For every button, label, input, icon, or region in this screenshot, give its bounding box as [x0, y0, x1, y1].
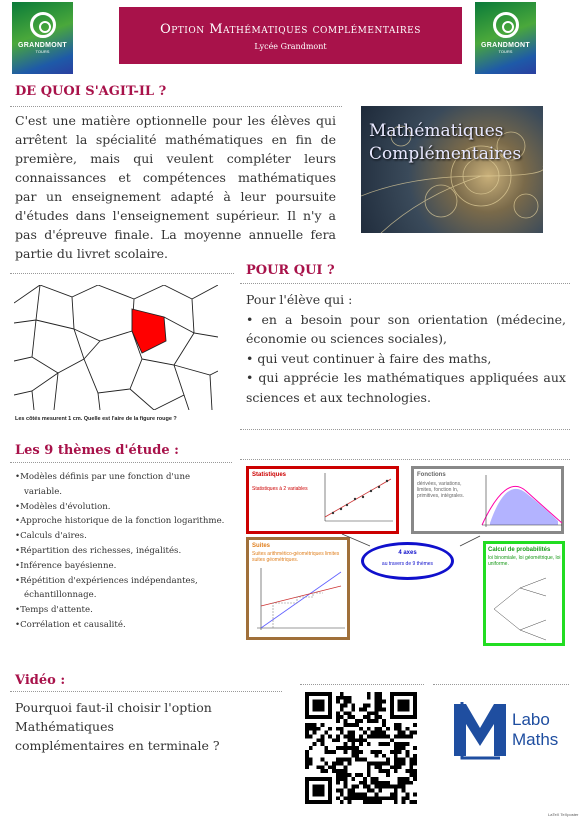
card-statistiques-sub: Statistiques à 2 variables: [252, 486, 308, 492]
logo-sub: TOURS: [35, 49, 50, 54]
card-probabilites-title: Calcul de probabilités: [488, 547, 551, 553]
logo-mark-icon: [493, 12, 519, 38]
cobweb-plot-icon: [253, 566, 347, 636]
section-heading-who: POUR QUI ?: [246, 263, 335, 278]
theme-item: •Approche historique de la fonction logarithme.: [15, 516, 225, 527]
center-line2: au travers de 9 thèmes: [381, 561, 434, 567]
divider: [240, 459, 570, 460]
divider: [240, 283, 570, 284]
divider: [300, 684, 424, 685]
logo-text: GRANDMONT: [481, 42, 530, 49]
intro-paragraph: C'est une matière optionnelle pour les élèves qui arrêtent la spécialité mathématiques en fin de première, mais qui veulent compléter leurs connaissances et compétences mathématiques par un enseignement adapté à leur poursuite d'études dans l'enseignement supérieur. Il n'y a pas d'épreuve finale. La moyenne annuelle fera partie du livret scolaire.: [15, 113, 336, 261]
theme-item: •Calculs d'aires.: [15, 531, 87, 542]
divider: [10, 106, 342, 107]
title-banner: [119, 7, 462, 64]
labo-line2: Maths: [512, 730, 559, 749]
fractal-image: [361, 106, 543, 233]
labo-maths-logo: [452, 700, 559, 760]
video-text: Pourquoi faut-il choisir l'option Mathématiques complémentaires en terminale ?: [15, 700, 220, 753]
labo-maths-m-icon: [452, 700, 508, 760]
card-suites-title: Suites: [252, 543, 271, 549]
pentagon-tiling: [14, 285, 218, 410]
divider: [10, 691, 282, 692]
footer-credit: LaTeX TeXposter: [548, 812, 579, 817]
page-subtitle: Lycée Grandmont: [254, 42, 327, 51]
audience-item: • en a besoin pour son orientation (médecine, économie ou sciences sociales),: [246, 311, 566, 346]
card-fonctions-title: Fonctions: [417, 472, 446, 478]
theme-item: •Temps d'attente.: [15, 605, 93, 616]
section-heading-what: DE QUOI S'AGIT-IL ?: [15, 84, 167, 99]
card-suites: [246, 537, 350, 640]
divider: [433, 684, 569, 685]
page-title: Option Mathématiques complémentaires: [160, 22, 421, 37]
grandmont-logo-right: [475, 2, 536, 74]
divider: [10, 462, 232, 463]
theme-item: •Corrélation et causalité.: [15, 619, 126, 630]
section-heading-themes: Les 9 thèmes d'étude :: [15, 443, 179, 458]
logo-sub: TOURS: [498, 49, 513, 54]
card-probabilites: [483, 541, 565, 646]
card-probabilites-sub: loi binomiale, loi géométrique, loi uniforme.: [488, 555, 561, 567]
grandmont-logo-left: [12, 2, 73, 74]
image-title-line1: Mathématiques: [369, 121, 504, 141]
theme-item: •Modèles définis par une fonction d'une variable.: [15, 472, 191, 497]
theme-item: •Inférence bayésienne.: [15, 560, 117, 571]
card-fonctions-sub: dérivées, variations, limites, fonction ln, primitives, intégrales.: [417, 481, 464, 499]
section-heading-video: Vidéo :: [15, 673, 66, 688]
video-qr-code[interactable]: [305, 692, 417, 804]
center-line1: 4 axes: [398, 550, 417, 556]
themes-list: [15, 470, 230, 633]
divider: [240, 429, 570, 430]
theme-item: •Répétition d'expériences indépendantes, échantillonnage.: [15, 575, 198, 601]
divider: [10, 273, 234, 274]
card-statistiques-title: Statistiques: [252, 472, 287, 478]
card-suites-sub: Suites arithmético-géométriques limites suites géométriques.: [252, 551, 340, 563]
qr-code-icon[interactable]: [305, 692, 417, 804]
audience-list: [246, 290, 566, 407]
image-title-line2: Complémentaires: [369, 144, 522, 164]
integral-plot-icon: [476, 473, 562, 531]
logo-text: GRANDMONT: [18, 42, 67, 49]
logo-mark-icon: [30, 12, 56, 38]
figure-caption: Les côtés mesurent 1 cm. Quelle est l'aire de la figure rouge ?: [15, 416, 177, 422]
labo-line1: Labo: [512, 710, 550, 729]
card-statistiques: [246, 466, 399, 534]
scatter-plot-icon: [317, 471, 395, 529]
center-oval: [361, 542, 454, 580]
audience-item: • qui veut continuer à faire des maths,: [246, 350, 492, 366]
card-fonctions: [411, 466, 564, 534]
theme-item: •Modèles d'évolution.: [15, 501, 111, 512]
audience-intro: Pour l'élève qui :: [246, 292, 353, 307]
probability-tree-icon: [490, 574, 562, 644]
audience-item: • qui apprécie les mathématiques appliquées aux sciences et aux technologies.: [246, 370, 566, 405]
pentagon-tiling-figure: [14, 285, 218, 410]
theme-item: •Répartition des richesses, inégalités.: [15, 545, 182, 556]
